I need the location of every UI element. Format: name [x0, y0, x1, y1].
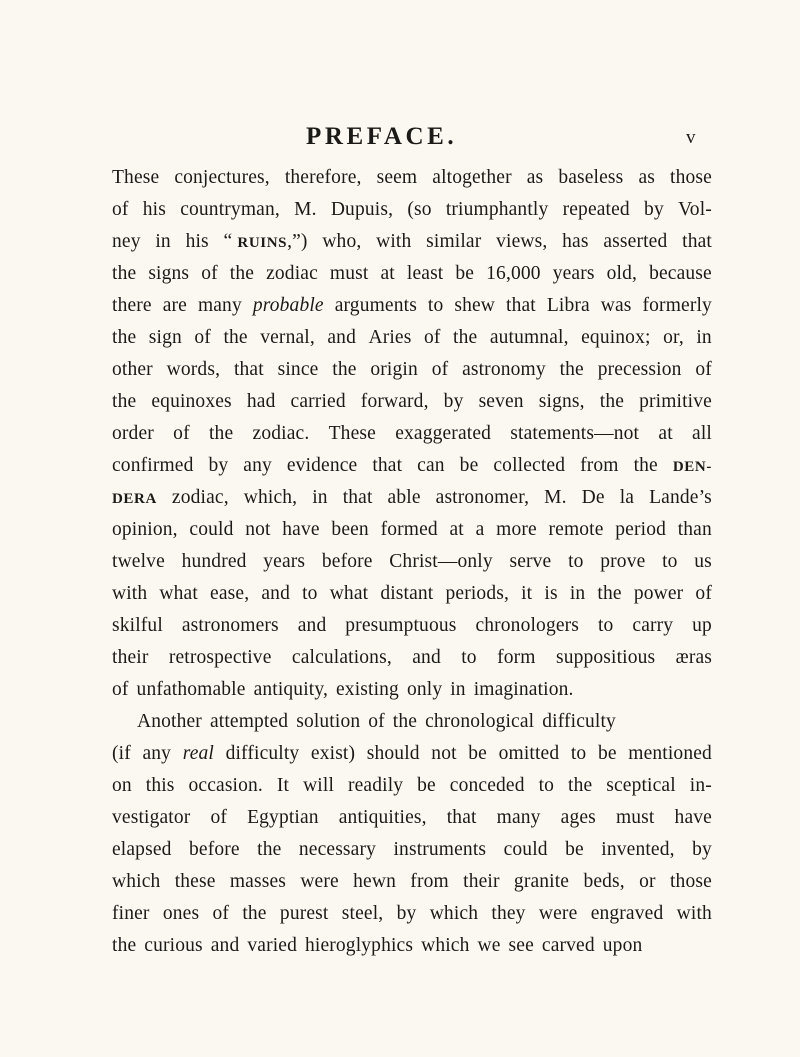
word: in-: [689, 775, 712, 796]
word: that: [372, 455, 403, 476]
word: carry: [632, 615, 674, 636]
word: carried: [290, 391, 346, 412]
word: carved: [541, 935, 595, 956]
word: engraved: [590, 903, 664, 924]
text-line: [112, 674, 712, 706]
word: elapsed: [112, 839, 172, 860]
text-line: [112, 194, 712, 226]
word: periods,: [445, 583, 509, 604]
word: before: [188, 839, 240, 860]
word: evidence: [286, 455, 358, 476]
word: period: [615, 519, 666, 540]
word: to: [597, 615, 614, 636]
word: more: [496, 519, 537, 540]
word: altogether: [432, 167, 512, 188]
word: the: [453, 327, 478, 348]
word: chronologers: [475, 615, 580, 636]
word: antiquities,: [338, 807, 427, 828]
text-line: [112, 898, 712, 930]
word: equinox;: [581, 327, 651, 348]
word: since: [277, 359, 319, 380]
word: with: [112, 583, 148, 604]
word: curious: [144, 935, 203, 956]
word: presumptuous: [345, 615, 457, 636]
word: solution: [296, 711, 361, 732]
word: occasion.: [188, 775, 263, 796]
word: statements—not: [510, 423, 640, 444]
word: opinion,: [112, 519, 178, 540]
word: that: [446, 807, 477, 828]
word: words,: [166, 359, 221, 380]
text-line: [112, 162, 712, 194]
word: a: [475, 519, 485, 540]
word: hieroglyphics: [304, 935, 414, 956]
text-line: [112, 546, 712, 578]
word: the: [208, 423, 234, 444]
word: distant: [380, 583, 434, 604]
word: formed: [380, 519, 438, 540]
word: beds,: [583, 871, 625, 892]
word: to: [461, 647, 477, 668]
word: signs: [148, 263, 190, 284]
word: to: [662, 551, 678, 572]
word: order: [112, 423, 154, 444]
word: upon: [602, 935, 643, 956]
word: which: [112, 871, 161, 892]
text-line: [112, 578, 712, 610]
word: who,: [322, 231, 362, 252]
word: the: [633, 455, 658, 476]
word: by: [208, 455, 229, 476]
word: difficulty: [542, 711, 616, 732]
word: origin: [370, 359, 418, 380]
word: of: [695, 583, 712, 604]
word: will: [303, 775, 335, 796]
word: their: [112, 647, 149, 668]
word: exist): [310, 743, 356, 764]
word: to: [427, 295, 444, 316]
word: antiquity,: [253, 679, 328, 700]
word: imagination.: [473, 679, 574, 700]
word: his: [142, 199, 166, 220]
word: and: [210, 935, 240, 956]
text-line: [112, 930, 712, 962]
text-line: [112, 610, 712, 642]
word: those: [670, 167, 712, 188]
word: ages: [560, 807, 596, 828]
word: These: [328, 423, 376, 444]
text-line: [112, 514, 712, 546]
text-line: [112, 834, 712, 866]
text-line: [112, 354, 712, 386]
word: 16,000: [486, 263, 541, 284]
word: at: [658, 423, 673, 444]
word: form: [497, 647, 536, 668]
word: these: [174, 871, 216, 892]
word: conjectures,: [174, 167, 270, 188]
word: the: [568, 775, 593, 796]
word: has: [562, 231, 589, 252]
word: and: [327, 327, 356, 348]
word: of: [194, 327, 211, 348]
word: signs,: [538, 391, 585, 412]
word: should: [366, 743, 420, 764]
word: the: [223, 327, 248, 348]
word: from: [410, 871, 449, 892]
word: are: [162, 295, 187, 316]
word: they: [491, 903, 526, 924]
word: their: [463, 871, 500, 892]
word: what: [159, 583, 198, 604]
word: is: [544, 583, 558, 604]
text-line: [112, 226, 712, 258]
word: Another: [137, 711, 202, 732]
word: at: [449, 519, 464, 540]
text-line: [112, 418, 712, 450]
word: finer: [112, 903, 150, 924]
word: or,: [663, 327, 684, 348]
word: collected: [493, 455, 566, 476]
word: was: [600, 295, 632, 316]
word: with: [676, 903, 712, 924]
word: Libra: [546, 295, 590, 316]
word: astronomy: [462, 359, 546, 380]
word: at: [380, 263, 395, 284]
word: and: [412, 647, 441, 668]
word: have: [282, 519, 320, 540]
word: the: [257, 839, 282, 860]
word: probable: [252, 295, 324, 316]
word: sceptical: [606, 775, 676, 796]
word: not: [431, 743, 457, 764]
word: or: [639, 871, 656, 892]
word: have: [674, 807, 712, 828]
word: forward,: [360, 391, 429, 412]
word: had: [246, 391, 276, 412]
word: the: [559, 359, 584, 380]
word: the: [242, 903, 267, 924]
word: (if: [112, 743, 131, 764]
word: twelve: [112, 551, 165, 572]
word: formerly: [642, 295, 712, 316]
word: not: [245, 519, 271, 540]
word: Lande’s: [649, 487, 712, 508]
word: be: [468, 743, 487, 764]
word: triumphantly: [445, 199, 549, 220]
text-line: [112, 482, 712, 514]
word: as: [638, 167, 655, 188]
word: were: [538, 903, 578, 924]
word: masses: [229, 871, 287, 892]
word: up: [692, 615, 712, 636]
text-line: [112, 450, 712, 482]
word: by: [644, 199, 664, 220]
word: seven: [478, 391, 524, 412]
word: invented,: [601, 839, 675, 860]
word: varied: [247, 935, 297, 956]
text-line: [112, 770, 712, 802]
word: which,: [243, 487, 298, 508]
word: in: [569, 583, 586, 604]
page-number: v: [686, 127, 697, 148]
word: asserted: [603, 231, 668, 252]
word: to: [302, 583, 318, 604]
word: skilful: [112, 615, 163, 636]
body-text: [112, 162, 712, 962]
word: Christ—only: [389, 551, 493, 572]
word: arguments: [334, 295, 417, 316]
word: ones: [162, 903, 200, 924]
text-line: [112, 642, 712, 674]
word: M.: [294, 199, 317, 220]
word: us: [694, 551, 712, 572]
word: be: [455, 263, 475, 284]
word: of: [431, 359, 449, 380]
word: which: [429, 903, 479, 924]
word: serve: [509, 551, 552, 572]
word: by: [396, 903, 417, 924]
word: any: [243, 455, 272, 476]
word: can: [417, 455, 445, 476]
word: Vol-: [678, 199, 712, 220]
word: could: [189, 519, 234, 540]
text-line: [112, 258, 712, 290]
word: precession: [597, 359, 682, 380]
word: existing: [336, 679, 399, 700]
word: similar: [426, 231, 482, 252]
word: retrospective: [168, 647, 272, 668]
word: and: [297, 615, 327, 636]
word: (so: [407, 199, 432, 220]
word: the: [112, 935, 137, 956]
word: on: [112, 775, 132, 796]
word: all: [692, 423, 712, 444]
word: the: [229, 263, 255, 284]
word: hewn: [353, 871, 396, 892]
word: to: [570, 743, 587, 764]
word: of: [201, 263, 218, 284]
word: there: [112, 295, 152, 316]
text-line: [112, 386, 712, 418]
word: ney: [112, 231, 141, 252]
running-head: [0, 122, 800, 152]
word: years: [552, 263, 595, 284]
text-line: [112, 738, 712, 770]
word: that: [342, 487, 373, 508]
word: seem: [376, 167, 418, 188]
word: those: [669, 871, 712, 892]
word: astronomers: [181, 615, 279, 636]
word: instruments: [393, 839, 487, 860]
word: only: [406, 679, 443, 700]
word: shew: [454, 295, 496, 316]
word: the: [332, 359, 357, 380]
word: the: [392, 711, 418, 732]
word: many: [197, 295, 242, 316]
word: conceded: [449, 775, 525, 796]
word: omitted: [498, 743, 560, 764]
word: equinoxes: [151, 391, 232, 412]
word: of: [695, 359, 712, 380]
word: the: [597, 583, 622, 604]
word: any: [142, 743, 172, 764]
word: sign: [148, 327, 182, 348]
word: be: [417, 775, 436, 796]
word: zodiac,: [171, 487, 229, 508]
text-line: [112, 322, 712, 354]
word: that: [506, 295, 536, 316]
word: remote: [548, 519, 604, 540]
word: “ RUINS,”): [223, 231, 308, 252]
word: see: [508, 935, 534, 956]
word: power: [633, 583, 684, 604]
word: therefore,: [284, 167, 362, 188]
word: that: [682, 231, 712, 252]
word: primitive: [639, 391, 712, 412]
word: to: [568, 551, 584, 572]
word: of: [173, 423, 190, 444]
word: were: [300, 871, 339, 892]
word: attempted: [209, 711, 289, 732]
word: many: [496, 807, 541, 828]
page-title: PREFACE.: [306, 123, 458, 150]
word: mentioned: [628, 743, 712, 764]
word: this: [145, 775, 175, 796]
word: unfathomable: [136, 679, 246, 700]
word: readily: [347, 775, 404, 796]
word: prove: [600, 551, 646, 572]
word: as: [526, 167, 544, 188]
word: of: [112, 199, 129, 220]
word: must: [615, 807, 655, 828]
text-line: [112, 290, 712, 322]
word: autumnal,: [489, 327, 569, 348]
word: ease,: [210, 583, 250, 604]
word: Dupuis,: [330, 199, 394, 220]
word: be: [565, 839, 584, 860]
word: æras: [675, 647, 712, 668]
word: views,: [496, 231, 548, 252]
word: before: [321, 551, 373, 572]
word: real: [182, 743, 214, 764]
word: zodiac.: [252, 423, 310, 444]
word: in: [450, 679, 466, 700]
word: exaggerated: [395, 423, 492, 444]
word: the: [599, 391, 625, 412]
word: of: [212, 903, 230, 924]
word: vernal,: [260, 327, 315, 348]
word: than: [677, 519, 712, 540]
word: of: [423, 327, 441, 348]
word: by: [692, 839, 712, 860]
word: vestigator: [112, 807, 191, 828]
word: baseless: [558, 167, 624, 188]
text-line: [112, 802, 712, 834]
word: in: [696, 327, 712, 348]
word: that: [233, 359, 264, 380]
word: be: [597, 743, 617, 764]
word: repeated: [562, 199, 630, 220]
word: we: [477, 935, 501, 956]
word: steel,: [341, 903, 384, 924]
word: years: [263, 551, 306, 572]
word: in: [312, 487, 328, 508]
word: astronomer,: [435, 487, 530, 508]
word: Aries: [368, 327, 412, 348]
word: purest: [279, 903, 329, 924]
word: other: [112, 359, 153, 380]
word: in: [155, 231, 171, 252]
word: DERA: [112, 491, 157, 507]
word: necessary: [298, 839, 377, 860]
word: chronological: [425, 711, 535, 732]
word: which: [421, 935, 470, 956]
word: These: [112, 167, 160, 188]
word: from: [580, 455, 619, 476]
word: because: [649, 263, 712, 284]
word: by: [443, 391, 464, 412]
word: to: [538, 775, 555, 796]
word: hundred: [181, 551, 247, 572]
word: and: [261, 583, 290, 604]
word: M.: [544, 487, 567, 508]
word: De: [581, 487, 605, 508]
word: what: [329, 583, 369, 604]
word: been: [331, 519, 369, 540]
word: able: [387, 487, 421, 508]
text-line: [112, 706, 712, 738]
word: with: [376, 231, 412, 252]
word: must: [329, 263, 369, 284]
word: could: [503, 839, 548, 860]
word: be: [459, 455, 479, 476]
word: his: [185, 231, 209, 252]
word: difficulty: [225, 743, 300, 764]
word: confirmed: [112, 455, 194, 476]
word: suppositious: [555, 647, 656, 668]
word: It: [276, 775, 290, 796]
word: it: [521, 583, 533, 604]
word: la: [619, 487, 635, 508]
word: the: [112, 263, 137, 284]
word: zodiac: [266, 263, 318, 284]
word: the: [112, 391, 137, 412]
word: of: [210, 807, 228, 828]
word: countryman,: [180, 199, 280, 220]
word: of: [112, 679, 129, 700]
word: old,: [606, 263, 638, 284]
word: least: [406, 263, 444, 284]
word: Egyptian: [247, 807, 319, 828]
word: the: [112, 327, 137, 348]
word: granite: [513, 871, 570, 892]
word: calculations,: [291, 647, 392, 668]
word: of: [368, 711, 385, 732]
word: DEN-: [672, 459, 712, 475]
text-line: [112, 866, 712, 898]
